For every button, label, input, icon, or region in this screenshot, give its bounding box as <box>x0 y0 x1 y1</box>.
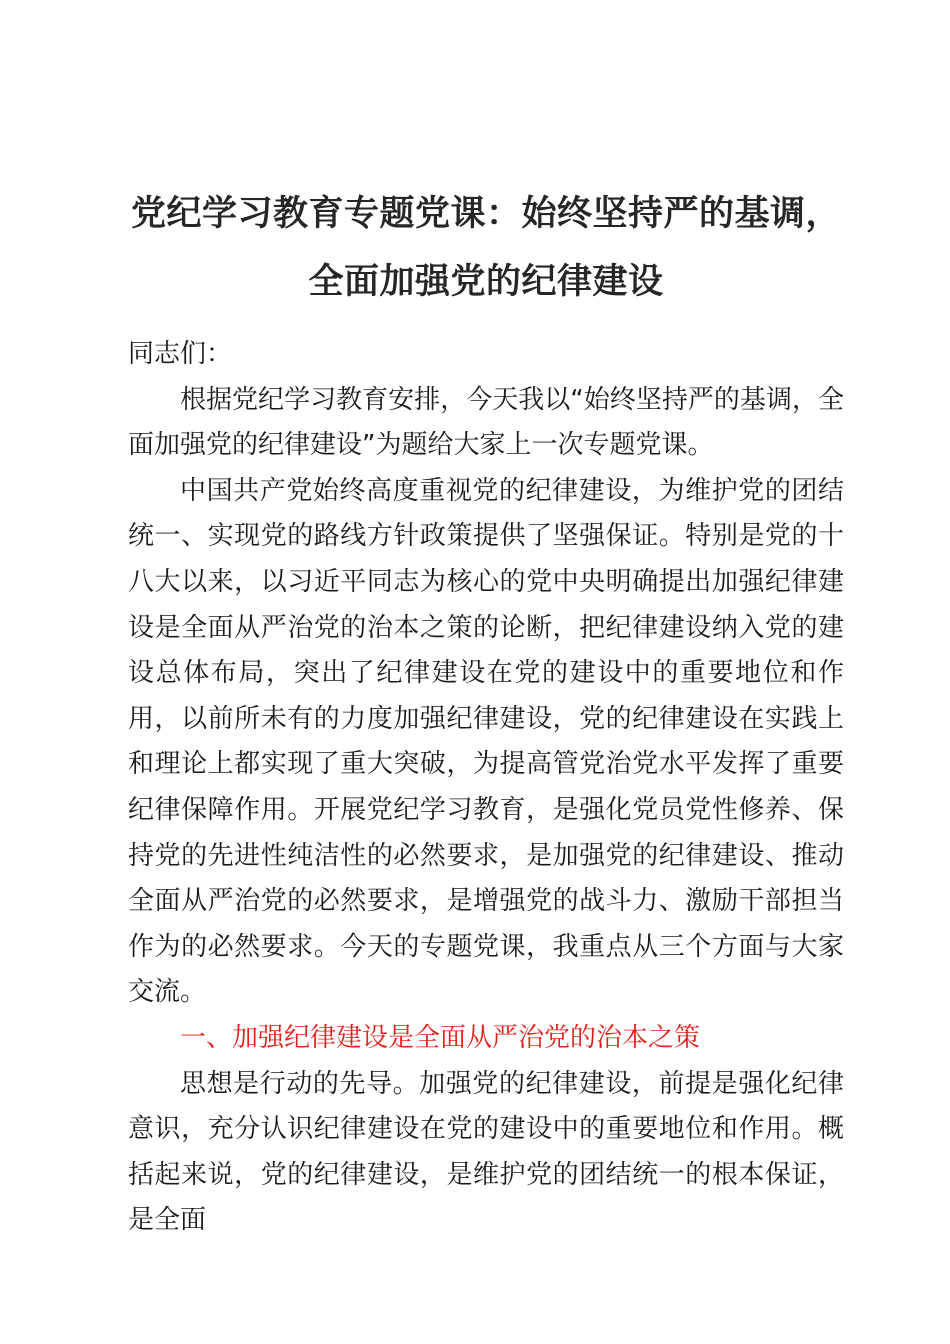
document-title: 党纪学习教育专题党课：始终坚持严的基调，全面加强党的纪律建设 <box>130 194 841 302</box>
paragraph-intro: 根据党纪学习教育安排，今天我以“始终坚持严的基调，全面加强党的纪律建设”为题给大家上一次专题党课。 <box>128 384 844 461</box>
document-body <box>128 332 844 1244</box>
section-heading-1: 一、加强纪律建设是全面从严治党的治本之策 <box>180 1022 701 1053</box>
greeting: 同志们： <box>128 339 233 369</box>
paragraph-section-1: 思想是行动的先导。加强党的纪律建设，前提是强化纪律意识，充分认识纪律建设在党的建设中的重要地位和作用。概括起来说，党的纪律建设，是维护党的团结统一的根本保证，是全面 <box>128 1068 844 1236</box>
paragraph-background: 中国共产党始终高度重视党的纪律建设，为维护党的团结统一、实现党的路线方针政策提供了坚强保证。特别是党的十八大以来，以习近平同志为核心的党中央明确提出加强纪律建设是全面从严治党的治本之策的论断，把纪律建设纳入党的建设总体布局，突出了纪律建设在党的建设中的重要地位和作用，以前所未有的力度加强纪律建设，党的纪律建设在实践上和理论上都实现了重大突破，为提高管党治党水平发挥了重要纪律保障作用。开展党纪学习教育，是强化党员党性修养、保持党的先进性纯洁性的必然要求，是加强党的纪律建设、推动全面从严治党的必然要求，是增强党的战斗力、激励干部担当作为的必然要求。今天的专题党课，我重点从三个方面与大家交流。 <box>128 475 844 1008</box>
document-page <box>128 180 844 1244</box>
